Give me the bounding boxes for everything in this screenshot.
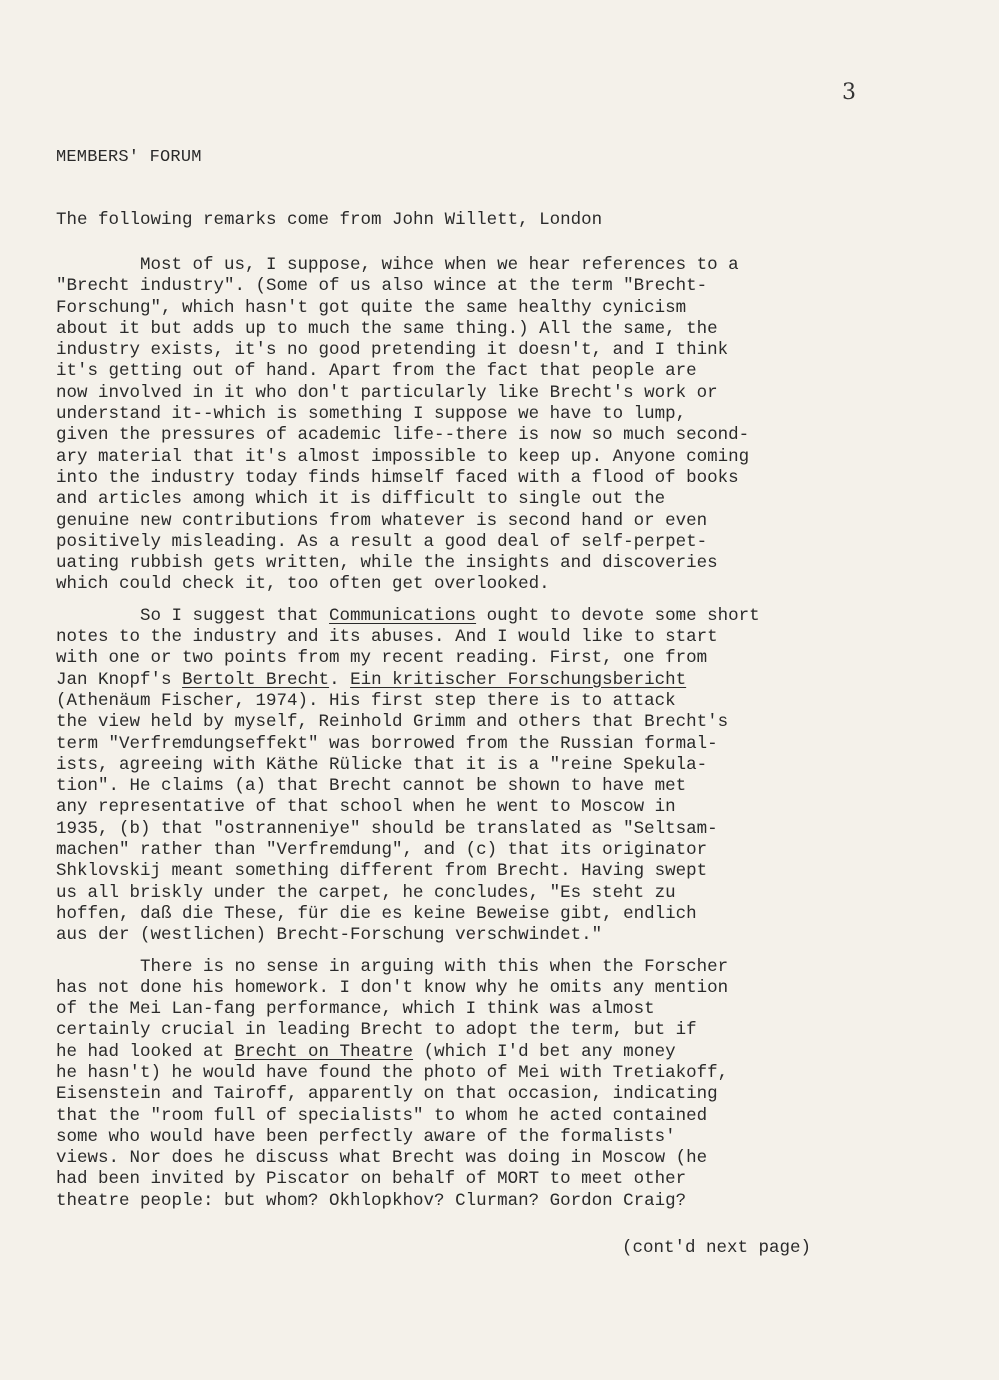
text-run: aus der (westlichen) Brecht-Forschung verschwindet." xyxy=(56,925,603,946)
text-line xyxy=(56,904,956,925)
paragraph-gap xyxy=(56,947,956,957)
text-line xyxy=(56,383,956,404)
text-line xyxy=(56,1084,956,1105)
text-run: has not done his homework. I don't know why he omits any mention xyxy=(56,977,729,998)
text-line xyxy=(56,468,956,489)
text-run: given the pressures of academic life--there is now so much second- xyxy=(56,425,750,446)
text-run: that the "room full of specialists" to whom he acted contained xyxy=(56,1105,708,1126)
paragraph xyxy=(56,255,956,596)
text-run: it's getting out of hand. Apart from the fact that people are xyxy=(56,361,697,382)
text-line xyxy=(56,925,956,946)
text-line xyxy=(56,957,956,978)
text-run: some who would have been perfectly aware of the formalists' xyxy=(56,1126,676,1147)
text-run: certainly crucial in leading Brecht to adopt the term, but if xyxy=(56,1020,697,1041)
text-line xyxy=(56,978,956,999)
text-line xyxy=(56,532,956,553)
text-run: ists, agreeing with Käthe Rülicke that it is a "reine Spekula- xyxy=(56,754,708,775)
text-run: term "Verfremdungseffekt" was borrowed from the Russian formal- xyxy=(56,733,718,754)
text-line xyxy=(56,1191,956,1212)
text-run: understand it--which is something I suppose we have to lump, xyxy=(56,404,687,425)
text-run: the view held by myself, Reinhold Grimm and others that Brecht's xyxy=(56,712,729,733)
text-line xyxy=(56,755,956,776)
text-run: Forschung", which hasn't got quite the same healthy cynicism xyxy=(56,297,687,318)
text-line xyxy=(56,255,956,276)
text-line xyxy=(56,819,956,840)
text-line xyxy=(56,776,956,797)
text-run: . xyxy=(329,669,351,690)
text-line xyxy=(56,404,956,425)
text-run: 1935, (b) that "ostranneniye" should be translated as "Seltsam- xyxy=(56,818,718,839)
text-line xyxy=(56,999,956,1020)
text-line xyxy=(56,511,956,532)
text-run: (which I'd bet any money xyxy=(413,1041,676,1062)
text-line xyxy=(56,298,956,319)
paragraph xyxy=(56,957,956,1213)
text-run: now involved in it who don't particularly like Brecht's work or xyxy=(56,382,718,403)
page-number: 3 xyxy=(842,80,856,105)
text-run: Jan Knopf's xyxy=(56,669,183,690)
text-run: Eisenstein and Tairoff, apparently on that occasion, indicating xyxy=(56,1084,718,1105)
text-line xyxy=(56,712,956,733)
text-line xyxy=(56,670,956,691)
text-line xyxy=(56,1042,956,1063)
text-run: of the Mei Lan-fang performance, which I think was almost xyxy=(56,999,655,1020)
text-run: any representative of that school when he went to Moscow in xyxy=(56,797,676,818)
text-run: (Athenäum Fischer, 1974). His first step there is to attack xyxy=(56,690,676,711)
text-line xyxy=(56,319,956,340)
text-run: and articles among which it is difficult to single out the xyxy=(56,489,666,510)
text-line xyxy=(56,1063,956,1084)
text-run: into the industry today finds himself faced with a flood of books xyxy=(56,467,739,488)
text-line xyxy=(56,361,956,382)
text-run: Most of us, I suppose, wihce when we hear references to a xyxy=(56,255,739,275)
text-line xyxy=(56,627,956,648)
text-run: notes to the industry and its abuses. And I would like to start xyxy=(56,627,718,648)
text-line xyxy=(56,606,956,627)
continued-note: (cont'd next page) xyxy=(622,1238,812,1258)
text-line xyxy=(56,1148,956,1169)
text-line xyxy=(56,883,956,904)
text-run: genuine new contributions from whatever is second hand or even xyxy=(56,510,708,531)
text-run: So I suggest that xyxy=(56,605,330,626)
text-line xyxy=(56,574,956,595)
letter-body xyxy=(56,255,956,1212)
text-line xyxy=(56,691,956,712)
text-run: had been invited by Piscator on behalf of MORT to meet other xyxy=(56,1169,687,1190)
text-run: with one or two points from my recent reading. First, one from xyxy=(56,648,708,669)
text-line xyxy=(56,861,956,882)
text-line xyxy=(56,734,956,755)
text-run: he had looked at xyxy=(56,1041,235,1062)
text-run: industry exists, it's no good pretending it doesn't, and I think xyxy=(56,340,729,361)
text-run: which could check it, too often get overlooked. xyxy=(56,574,550,595)
paragraph xyxy=(56,606,956,947)
section-heading: MEMBERS' FORUM xyxy=(56,148,202,167)
text-line xyxy=(56,840,956,861)
text-line xyxy=(56,648,956,669)
text-line xyxy=(56,1127,956,1148)
underlined-title: Bertolt Brecht xyxy=(182,669,330,690)
text-line xyxy=(56,797,956,818)
underlined-title: Communications xyxy=(329,605,477,626)
text-run: views. Nor does he discuss what Brecht was doing in Moscow (he xyxy=(56,1148,708,1169)
text-run: tion". He claims (a) that Brecht cannot be shown to have met xyxy=(56,776,687,797)
text-line xyxy=(56,1020,956,1041)
text-line xyxy=(56,1106,956,1127)
text-line xyxy=(56,276,956,297)
text-line xyxy=(56,489,956,510)
text-run: theatre people: but whom? Okhlopkhov? Clurman? Gordon Craig? xyxy=(56,1190,687,1211)
text-run: "Brecht industry". (Some of us also wince at the term "Brecht- xyxy=(56,276,708,297)
text-run: he hasn't) he would have found the photo of Mei with Tretiakoff, xyxy=(56,1062,729,1083)
underlined-title: Brecht on Theatre xyxy=(234,1041,414,1062)
text-line xyxy=(56,447,956,468)
text-run: Shklovskij meant something different from Brecht. Having swept xyxy=(56,861,708,882)
text-run: uating rubbish gets written, while the insights and discoveries xyxy=(56,553,718,574)
text-line xyxy=(56,553,956,574)
text-line xyxy=(56,340,956,361)
paragraph-gap xyxy=(56,596,956,606)
intro-line: The following remarks come from John Willett, London xyxy=(56,210,603,230)
text-line xyxy=(56,425,956,446)
text-run: ary material that it's almost impossible to keep up. Anyone coming xyxy=(56,446,750,467)
text-run: about it but adds up to much the same thing.) All the same, the xyxy=(56,318,718,339)
text-run: positively misleading. As a result a good deal of self-perpet- xyxy=(56,531,708,552)
text-run: machen" rather than "Verfremdung", and (c) that its originator xyxy=(56,840,708,861)
underlined-title: Ein kritischer Forschungsbericht xyxy=(350,669,687,690)
text-line xyxy=(56,1169,956,1190)
text-run: us all briskly under the carpet, he concludes, "Es steht zu xyxy=(56,882,676,903)
text-run: ought to devote some short xyxy=(476,605,760,626)
text-run: There is no sense in arguing with this when the Forscher xyxy=(56,956,729,977)
text-run: hoffen, daß die These, für die es keine Beweise gibt, endlich xyxy=(56,903,697,924)
